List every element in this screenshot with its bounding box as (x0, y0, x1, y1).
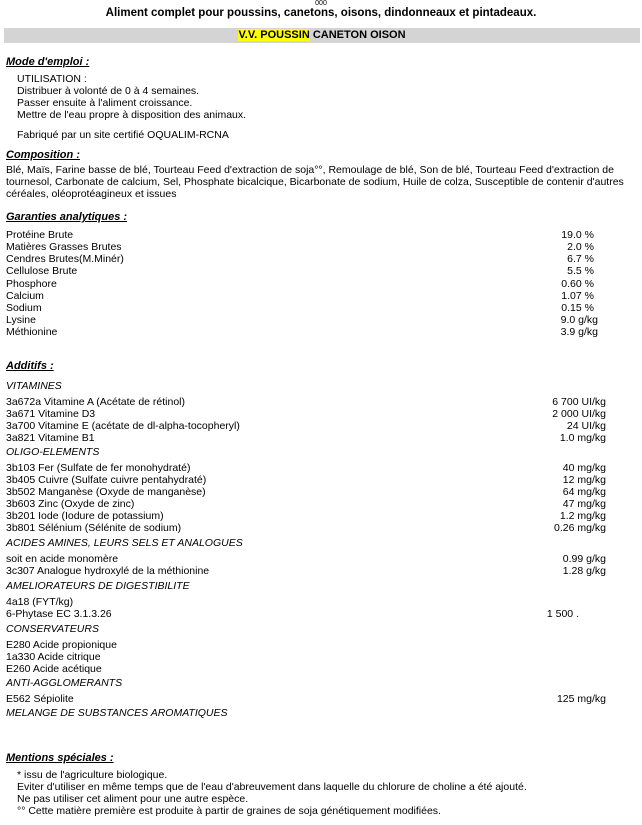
mode-emploi-line: UTILISATION : (17, 73, 87, 85)
additif-label: soit en acide monomère (6, 553, 119, 565)
garantie-label: Cellulose Brute (6, 265, 78, 277)
oligo-row (6, 522, 606, 534)
garantie-row (6, 314, 606, 326)
garantie-value: 6.7 % (567, 253, 594, 265)
phytase-unit-line: 4a18 (FYT/kg) (6, 596, 74, 608)
garantie-row (6, 290, 606, 302)
additif-value: 47 mg/kg (562, 498, 606, 510)
product-subtitle: Aliment complet pour poussins, canetons, oisons, dindonneaux et pintadeaux. (105, 7, 537, 19)
mode-emploi-heading: Mode d'emploi : (6, 56, 90, 68)
additif-label: 3b405 Cuivre (Sulfate cuivre pentahydraté) (6, 474, 207, 486)
additif-label: 3a671 Vitamine D3 (6, 408, 96, 420)
mention-line: Eviter d'utiliser en même temps que de l'eau d'abreuvement dans laquelle du chlorure de choline a été ajouté. (17, 781, 527, 793)
anti-agglomerants-title: ANTI-AGGLOMERANTS (6, 677, 123, 689)
mode-emploi-line: Mettre de l'eau propre à disposition des animaux. (17, 109, 247, 121)
garantie-label: Cendres Brutes(M.Minér) (6, 253, 124, 265)
mode-emploi-line: Distribuer à volonté de 0 à 4 semaines. (17, 85, 200, 97)
additif-label: 6-Phytase EC 3.1.3.26 (6, 608, 112, 620)
additif-value: 1 500 . (546, 608, 579, 620)
garantie-value: 19.0 % (561, 229, 594, 241)
garanties-heading: Garanties analytiques : (6, 211, 128, 223)
additif-label: 3b103 Fer (Sulfate de fer monohydraté) (6, 462, 191, 474)
additif-value: 125 mg/kg (556, 693, 606, 705)
vitamine-row (6, 432, 606, 444)
certification-line: Fabriqué par un site certifié OQUALIM-RCNA (17, 129, 229, 141)
additif-value: 12 mg/kg (562, 474, 606, 486)
oligo-row (6, 474, 606, 486)
additif-value: 1.0 mg/kg (559, 432, 606, 444)
melange-aromatique-title: MELANGE DE SUBSTANCES AROMATIQUES (6, 707, 228, 719)
garantie-row (6, 302, 606, 314)
conservateurs-title: CONSERVATEURS (6, 623, 99, 635)
additif-value: 24 UI/kg (566, 420, 606, 432)
sepiolite-row (6, 693, 606, 705)
mentions-heading: Mentions spéciales : (6, 752, 114, 764)
conservateur-line: E260 Acide acétique (6, 663, 102, 675)
garantie-row (6, 265, 606, 277)
garantie-label: Lysine (6, 314, 36, 326)
garantie-value: 0.60 % (561, 278, 594, 290)
acide-row (6, 565, 606, 577)
garantie-row (6, 241, 606, 253)
garantie-row (6, 253, 606, 265)
oligo-row (6, 486, 606, 498)
vitamine-row (6, 396, 606, 408)
additif-value: 2 000 UI/kg (552, 408, 606, 420)
additif-label: 3b801 Sélénium (Sélénite de sodium) (6, 522, 182, 534)
product-code: 000 (315, 0, 327, 7)
oligo-title: OLIGO-ELEMENTS (6, 446, 100, 458)
additif-label: 3b201 Iode (Iodure de potassium) (6, 510, 164, 522)
garantie-row (6, 229, 606, 241)
vitamine-row (6, 420, 606, 432)
vitamine-row (6, 408, 606, 420)
composition-text: Blé, Maïs, Farine basse de blé, Tourteau Feed d'extraction de soja°°, Remoulage de blé, Son de blé, Tourteau Feed d'extraction de tournesol, Carbonate de calcium, Sel, Phosphate bicalcique, Bicarbonate de sodium, Huile de colza, Susceptible de contenir d'autres céréales, oléoprotéagineux et issues (6, 164, 624, 200)
conservateur-line: E280 Acide propionique (6, 639, 117, 651)
oligo-row (6, 498, 606, 510)
product-name-highlight: V.V. POUSSIN (238, 29, 310, 41)
garantie-row (6, 278, 606, 290)
additif-value: 64 mg/kg (562, 486, 606, 498)
additif-label: 3b502 Manganèse (Oxyde de manganèse) (6, 486, 206, 498)
garantie-value: 9.0 g/kg (560, 314, 598, 326)
garantie-label: Calcium (6, 290, 44, 302)
additif-value: 0.26 mg/kg (554, 522, 606, 534)
mention-line: * issu de l'agriculture biologique. (17, 769, 168, 781)
additif-label: 3c307 Analogue hydroxylé de la méthionine (6, 565, 210, 577)
mention-line: Ne pas utiliser cet aliment pour une autre espèce. (17, 793, 249, 805)
acides-title: ACIDES AMINES, LEURS SELS ET ANALOGUES (6, 537, 243, 549)
additif-label: 3a672a Vitamine A (Acétate de rétinol) (6, 396, 186, 408)
garantie-label: Matières Grasses Brutes (6, 241, 122, 253)
additif-value: 6 700 UI/kg (552, 396, 606, 408)
oligo-row (6, 510, 606, 522)
product-title-bar (4, 28, 640, 43)
mode-emploi-line: Passer ensuite à l'aliment croissance. (17, 97, 193, 109)
additif-value: 1.28 g/kg (562, 565, 606, 577)
vitamines-title: VITAMINES (6, 380, 62, 392)
garantie-label: Sodium (6, 302, 42, 314)
additif-value: 0.99 g/kg (562, 553, 606, 565)
garantie-value: 2.0 % (567, 241, 594, 253)
garantie-label: Protéine Brute (6, 229, 74, 241)
acide-row (6, 553, 606, 565)
composition-heading: Composition : (6, 149, 80, 161)
additif-label: 3b603 Zinc (Oxyde de zinc) (6, 498, 135, 510)
additifs-heading: Additifs : (6, 360, 54, 372)
additif-value: 1.2 mg/kg (559, 510, 606, 522)
conservateur-line: 1a330 Acide citrique (6, 651, 101, 663)
product-name-rest: CANETON OISON (309, 29, 406, 41)
garantie-value: 0.15 % (561, 302, 594, 314)
oligo-row (6, 462, 606, 474)
garantie-label: Phosphore (6, 278, 57, 290)
garantie-row (6, 326, 606, 338)
additif-value: 40 mg/kg (562, 462, 606, 474)
phytase-row (6, 608, 606, 620)
garantie-value: 1.07 % (561, 290, 594, 302)
mention-line: °° Cette matière première est produite à partir de graines de soja génétiquement modifiées. (17, 805, 441, 817)
additif-label: E562 Sépiolite (6, 693, 74, 705)
garantie-value: 5.5 % (567, 265, 594, 277)
garantie-value: 3.9 g/kg (560, 326, 598, 338)
digestibilite-title: AMELIORATEURS DE DIGESTIBILITE (6, 580, 190, 592)
additif-label: 3a821 Vitamine B1 (6, 432, 95, 444)
garantie-label: Méthionine (6, 326, 58, 338)
additif-label: 3a700 Vitamine E (acétate de dl-alpha-tocopheryl) (6, 420, 240, 432)
